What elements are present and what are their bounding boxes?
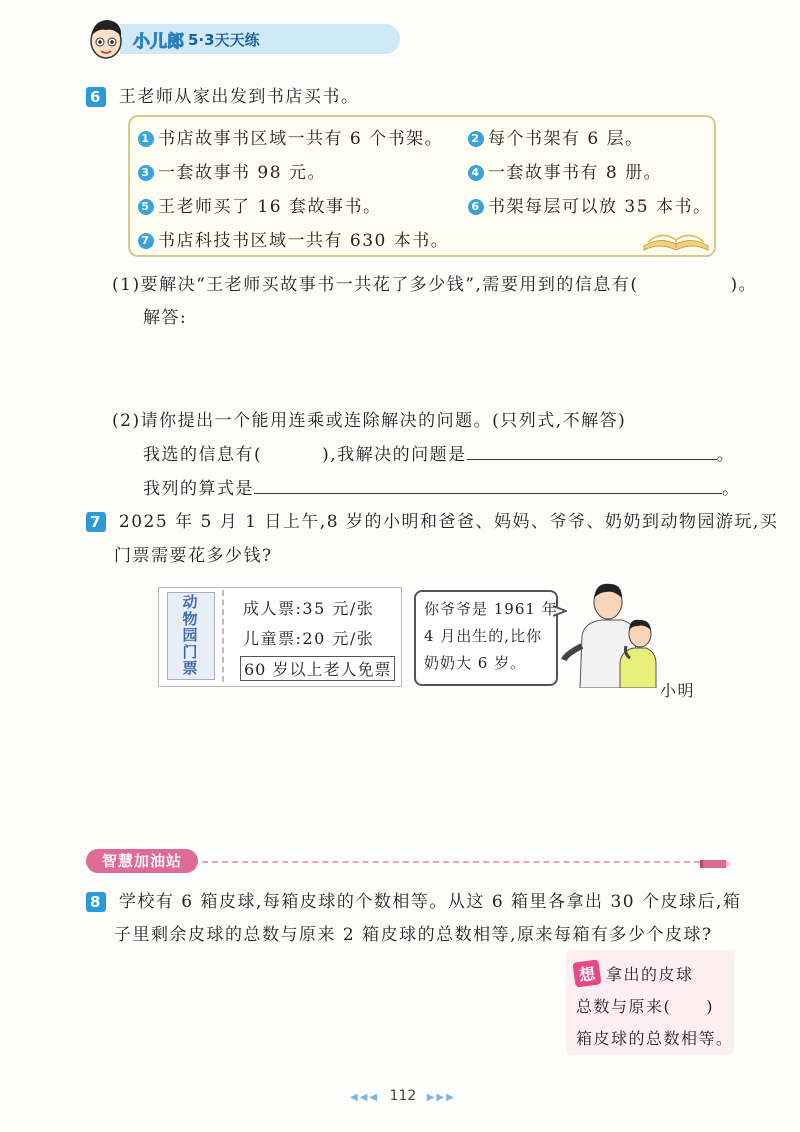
ticket-perforation [222,590,224,682]
q7-stem-line1 [86,507,778,532]
q8-stem-1: 学校有 6 箱皮球,每箱皮球的个数相等。从这 6 箱里各拿出 30 个皮球后,箱 [118,892,742,912]
q6-part2-line1 [143,440,735,465]
hint-line-3: 箱皮球的总数相等。 [576,1029,734,1048]
right-arrows-icon: ▶▶▶ [426,1092,456,1103]
speech-line: 奶奶大 6 岁。 [424,654,527,672]
info-number-1: 1 [138,131,154,147]
pencil-icon [700,855,732,874]
ticket-senior-free: 60 岁以上老人免票 [240,656,395,681]
ticket-title-char: 物 [182,609,198,628]
q6-line1-end: 。 [716,445,736,465]
q7-stem-1: 2025 年 5 月 1 日上午,8 岁的小明和爸爸、妈妈、爷爷、奶奶到动物园游玩,买 [118,512,779,532]
child-name-label: 小明 [660,681,696,700]
info-text-3: 一套故事书 98 元。 [158,163,326,183]
q7-stem-line2: 门票需要花多少钱? [114,546,273,566]
hint-tag [574,961,600,986]
q7-number-badge: 7 [86,512,106,532]
ticket-title [170,594,210,677]
info-item-7 [138,226,449,251]
q8-number-badge: 8 [86,892,106,912]
info-text-6: 书架每层可以放 35 本书。 [488,197,712,217]
info-text-1: 书店故事书区域一共有 6 个书架。 [158,129,444,149]
hint-line-1: 拿出的皮球 [606,965,694,984]
open-book-icon [640,218,712,252]
info-number-3: 3 [138,165,154,181]
info-item-1 [138,124,443,149]
page-number-text: 112 [389,1088,417,1104]
info-number-6: 6 [468,199,484,215]
q8-stem-line1 [86,887,741,912]
q6-formula-label: 我列的算式是 [143,479,254,499]
q6-question-label: ),我解决的问题是 [322,445,467,465]
info-item-2 [468,124,644,149]
hint-line-2: 总数与原来( ) [576,997,714,1016]
speech-line: 你爷爷是 1961 年 [424,600,558,618]
q6-part1 [112,270,757,295]
ticket-title-char: 票 [182,659,198,677]
info-item-5 [138,192,381,217]
q6-part2-line2 [143,474,741,499]
speech-line: 4 月出生的,比你 [424,627,543,645]
left-arrows-icon: ◀◀◀ [350,1092,380,1103]
info-number-2: 2 [468,131,484,147]
info-item-4 [468,158,662,183]
q6-stem: 王老师从家出发到书店买书。 [118,87,360,107]
q6-answer-area[interactable] [143,328,723,398]
speech-bubble-text [424,596,558,677]
info-number-4: 4 [468,165,484,181]
q6-answer-label: 解答: [143,308,188,328]
q6-formula-line[interactable] [254,475,722,494]
q6-part2: (2)请你提出一个能用连乘或连除解决的问题。(只列式,不解答) [112,411,627,431]
father-and-son-illustration [560,576,670,688]
info-text-5: 王老师买了 16 套故事书。 [158,197,382,217]
q6-number-badge: 6 [86,87,106,107]
section-dashed-line [202,861,700,863]
section-tag-zhihui: 智慧加油站 [86,849,198,873]
hint-tag-label: 想 [572,959,601,987]
q8-answer-area[interactable] [86,950,556,1070]
info-number-7: 7 [138,233,154,249]
q6-line2-end: 。 [722,479,741,499]
info-number-5: 5 [138,199,154,215]
q6-question-line[interactable] [467,441,717,460]
q6-part1-prefix: (1)要解决“王老师买故事书一共花了多少钱”,需要用到的信息有( [112,275,639,295]
q8-stem-line2: 子里剩余皮球的总数与原来 2 箱皮球的总数相等,原来每箱有多少个皮球? [114,925,713,945]
info-text-2: 每个书架有 6 层。 [488,129,644,149]
q6-part1-suffix: )。 [730,275,758,295]
header-series: 5·3天天练 [188,31,260,49]
ticket-title-char: 动 [182,593,198,611]
ticket-adult-price: 成人票:35 元/张 [243,599,375,618]
ticket-title-char: 门 [182,642,198,661]
info-text-4: 一套故事书有 8 册。 [488,163,663,183]
ticket-title-char: 园 [182,626,198,644]
info-text-7: 书店科技书区域一共有 630 本书。 [158,231,450,251]
info-item-6 [468,192,711,217]
header-brand: 小儿郎 [133,32,184,52]
page-number [350,1088,456,1104]
mascot-avatar [84,14,128,64]
q7-answer-area[interactable] [86,705,726,835]
info-item-3 [138,158,326,183]
q6-stem-line [86,82,359,107]
q6-info-choice-label: 我选的信息有( [143,445,263,465]
ticket-child-price: 儿童票:20 元/张 [243,629,375,648]
